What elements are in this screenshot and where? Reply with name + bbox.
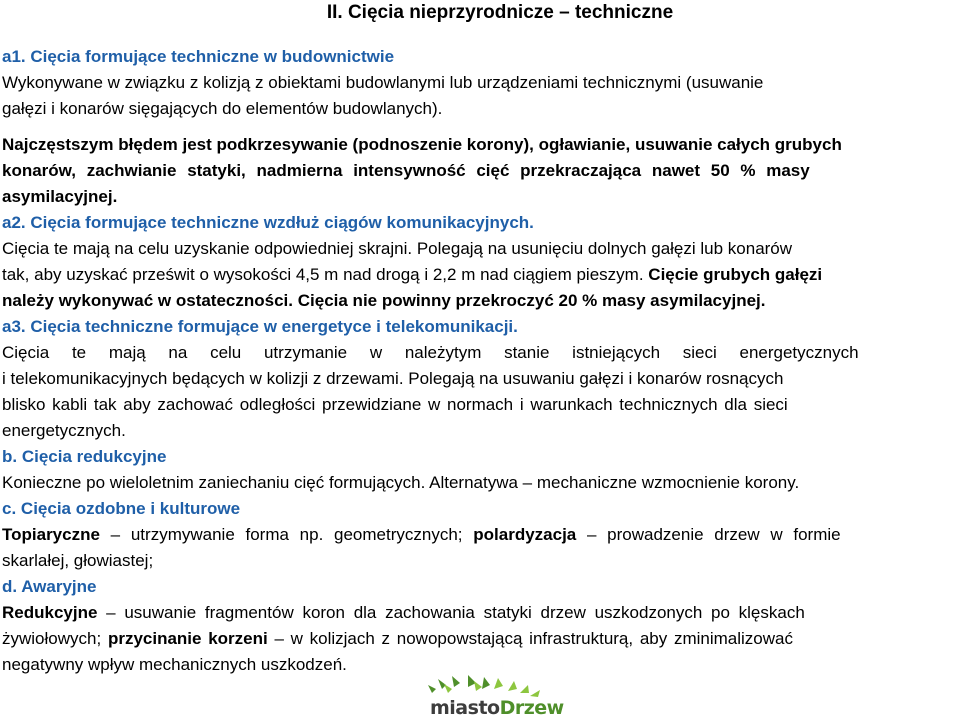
section-a1-heading: a1. Cięcia formujące techniczne w budownictwie (2, 47, 395, 66)
d-line-1 (2, 600, 956, 626)
d-line-2 (2, 626, 956, 652)
term-redukcyjne: Redukcyjne (2, 603, 98, 622)
logo-part-miasto: miasto (430, 697, 500, 719)
d-line-2-part-1: żywiołowych; (2, 629, 102, 648)
logo-part-drzew: Drzew (499, 697, 564, 719)
c-line-2: skarlałej, głowiastej; (2, 551, 154, 570)
page-title: II. Cięcia nieprzyrodnicze – techniczne (326, 2, 674, 23)
d-line-2-part-2: – w kolizjach z nowopowstającą infrastrukturą, aby zminimalizować (274, 629, 793, 648)
d-line-3: negatywny wpływ mechanicznych uszkodzeń. (2, 655, 347, 674)
miastodrzew-logo (424, 675, 564, 721)
term-polardyzacja: polardyzacja (473, 525, 577, 544)
a1-line-1: Wykonywane w związku z kolizją z obiektami budowlanymi lub urządzeniami technicznymi (usuwanie (2, 73, 764, 92)
section-a2-heading: a2. Cięcia formujące techniczne wzdłuż ciągów komunikacyjnych. (2, 213, 534, 232)
a2-line-3 (2, 288, 956, 314)
a1-line-2: gałęzi i konarów sięgających do elementów budowlanych). (2, 99, 443, 118)
a1-bold-line-1: Najczęstszym błędem jest podkrzesywanie (podnoszenie korony), ogławianie, usuwanie całych grubych (2, 135, 842, 154)
a2-line-2-part-2: Cięcie grubych gałęzi (648, 265, 823, 284)
section-b-letter: b. (2, 447, 18, 466)
a2-line-1-part-1: Cięcia te mają na celu uzyskanie odpowiedniej skrajni. (2, 239, 413, 258)
c-line-1-part-2: – prowadzenie drzew w formie (587, 525, 841, 544)
term-przycinanie-korzeni: przycinanie korzeni (107, 629, 268, 648)
a1-bold-line-2: konarów, zachwianie statyki, nadmierna intensywność cięć przekraczająca nawet 50 % masy (2, 161, 810, 180)
section-c-heading (2, 496, 956, 522)
a2-line-3-part-1: należy wykonywać w ostateczności. (2, 291, 294, 310)
b-line-1: Konieczne po wieloletnim zaniechaniu cięć formujących. Alternatywa – mechaniczne wzmocnienie korony. (2, 473, 800, 492)
a3-line-1: Cięcia te mają na celu utrzymanie w należytym stanie istniejących sieci energetycznych (2, 343, 859, 362)
c-line-1 (2, 522, 956, 548)
section-c-letter: c. (2, 499, 17, 518)
section-b-title: Cięcia redukcyjne (21, 447, 167, 466)
a2-line-1 (2, 236, 956, 262)
a3-line-4: energetycznych. (2, 421, 126, 440)
section-d-heading (2, 574, 956, 600)
a3-line-2: i telekomunikacyjnych będących w kolizji z drzewami. Polegają na usuwaniu gałęzi i konarów rosnących (2, 369, 784, 388)
a3-line-3: blisko kabli tak aby zachować odległości przewidziane w normach i warunkach technicznych dla sieci (2, 395, 788, 414)
section-d-letter: d. (2, 577, 18, 596)
term-topiaryczne: Topiaryczne (2, 525, 100, 544)
section-d-title: Awaryjne (21, 577, 97, 596)
d-line-1-text: – usuwanie fragmentów koron dla zachowania statyki drzew uszkodzonych po klęskach (106, 603, 805, 622)
a2-line-2-part-1: tak, aby uzyskać prześwit o wysokości 4,5 m nad drogą i 2,2 m nad ciągiem pieszym. (2, 265, 644, 284)
logo-wordmark (430, 697, 564, 719)
section-c-title: Cięcia ozdobne i kulturowe (20, 499, 241, 518)
section-a3-heading: a3. Cięcia techniczne formujące w energetyce i telekomunikacji. (2, 317, 518, 336)
c-line-1-part-1: – utrzymywanie forma np. geometrycznych; (110, 525, 463, 544)
section-b-heading (2, 444, 956, 470)
a1-bold-line-3: asymilacyjnej. (2, 187, 118, 206)
a2-line-1-part-2: Polegają na usunięciu dolnych gałęzi lub konarów (416, 239, 793, 258)
a2-line-2 (2, 262, 956, 288)
a2-line-3-part-2: Cięcia nie powinny przekroczyć 20 % masy asymilacyjnej. (297, 291, 766, 310)
